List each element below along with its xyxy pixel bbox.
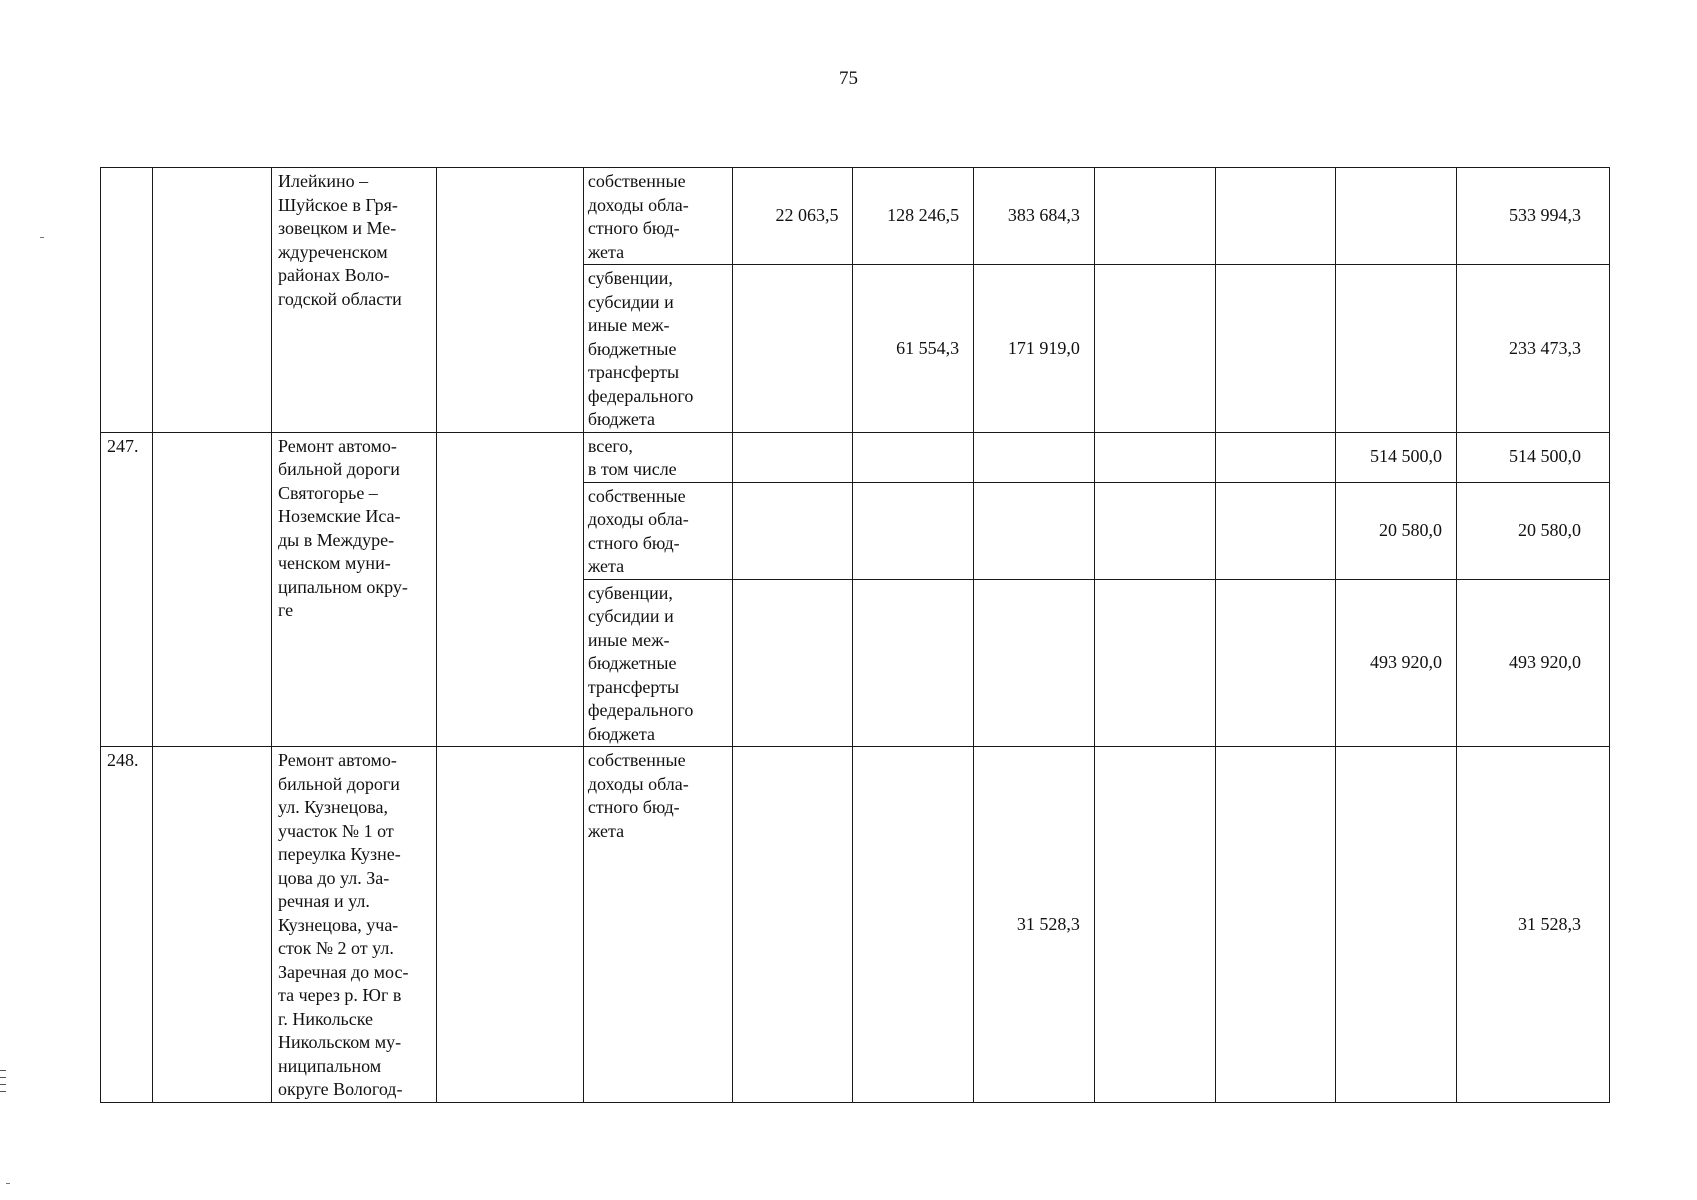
year-value-cell <box>1215 579 1336 747</box>
total-value-cell <box>1457 482 1610 579</box>
total-value: 20 580,0 <box>1518 519 1581 540</box>
funding-source: собственные доходы обла- стного бюд- жета <box>587 485 689 576</box>
year-value-cell <box>1215 747 1336 1103</box>
total-value-cell <box>1457 168 1610 265</box>
total-value: 514 500,0 <box>1509 446 1581 467</box>
table-row <box>101 432 1610 482</box>
year-value-cell <box>974 265 1095 433</box>
year-value: 128 246,5 <box>887 205 960 226</box>
year-value: 514 500,0 <box>1370 446 1443 467</box>
year-value-cell <box>732 482 853 579</box>
row-number-cell <box>101 168 153 433</box>
year-value-cell <box>853 168 974 265</box>
year-value-cell <box>1094 579 1215 747</box>
year-value: 20 580,0 <box>1379 519 1443 540</box>
year-value-cell <box>1215 265 1336 433</box>
year-value-cell <box>1336 747 1457 1103</box>
row-number-cell <box>101 432 153 747</box>
object-name: Илейкино – Шуйское в Гря- зовецком и Ме- ждуреченском районах Воло- годской области <box>278 171 402 309</box>
funding-source: субвенции, субсидии и иные меж- бюджетные трансферты федерального бюджета <box>587 268 694 429</box>
scan-speck <box>6 1183 10 1184</box>
year-value-cell <box>1215 482 1336 579</box>
year-value-cell <box>974 579 1095 747</box>
year-value-cell <box>1215 168 1336 265</box>
year-value-cell <box>853 747 974 1103</box>
year-value: 22 063,5 <box>775 205 839 226</box>
funding-source: собственные доходы обла- стного бюд- жета <box>587 171 689 262</box>
year-value-cell <box>732 168 853 265</box>
row-number: 247. <box>107 435 139 456</box>
year-value-cell <box>974 747 1095 1103</box>
year-value-cell <box>1094 432 1215 482</box>
year-value-cell <box>1094 265 1215 433</box>
funding-source-cell <box>583 747 732 1103</box>
empty-cell <box>153 432 272 747</box>
year-value-cell <box>1215 432 1336 482</box>
funding-source: собственные доходы обла- стного бюд- жета <box>587 750 689 841</box>
funding-source: всего, в том числе <box>587 435 677 479</box>
object-name-cell <box>272 432 437 747</box>
year-value-cell <box>974 432 1095 482</box>
year-value-cell <box>1094 168 1215 265</box>
year-value-cell <box>1094 747 1215 1103</box>
object-name: Ремонт автомо- бильной дороги Святогорье – Ноземские Иса- ды в Междуре- ченском муни- ципальном окру- ге <box>278 435 408 620</box>
empty-cell <box>153 168 272 433</box>
total-value-cell <box>1457 432 1610 482</box>
year-value: 383 684,3 <box>1007 205 1080 226</box>
year-value-cell <box>1336 482 1457 579</box>
empty-cell <box>436 432 583 747</box>
total-value-cell <box>1457 747 1610 1103</box>
object-name: Ремонт автомо- бильной дороги ул. Кузнецова, участок № 1 от переулка Кузне- цова до ул. За- речная и ул. Кузнецова, уча- сток № 2 от ул. Заречная до мос- та через р. Юг в г. Никольске Никольском му- ниципальном округе Вологод- <box>278 750 409 1099</box>
total-value-cell <box>1457 579 1610 747</box>
year-value-cell <box>1336 579 1457 747</box>
funding-source-cell <box>583 168 732 265</box>
total-value-cell <box>1457 265 1610 433</box>
object-name-cell <box>272 747 437 1103</box>
empty-cell <box>436 168 583 433</box>
scan-speck <box>40 237 44 238</box>
empty-cell <box>153 747 272 1103</box>
total-value: 533 994,3 <box>1509 205 1581 226</box>
year-value-cell <box>853 432 974 482</box>
budget-table <box>100 167 1610 1103</box>
year-value-cell <box>732 747 853 1103</box>
funding-source-cell <box>583 579 732 747</box>
year-value: 31 528,3 <box>1016 913 1080 934</box>
year-value-cell <box>732 579 853 747</box>
object-name-cell <box>272 168 437 433</box>
page-number: 75 <box>839 68 858 89</box>
year-value-cell <box>1336 432 1457 482</box>
year-value-cell <box>853 265 974 433</box>
year-value-cell <box>1336 265 1457 433</box>
year-value: 61 554,3 <box>896 337 960 358</box>
year-value-cell <box>1336 168 1457 265</box>
row-number-cell <box>101 747 153 1103</box>
total-value: 233 473,3 <box>1509 337 1581 358</box>
year-value-cell <box>732 265 853 433</box>
table-row <box>101 747 1610 1103</box>
funding-source: субвенции, субсидии и иные меж- бюджетные трансферты федерального бюджета <box>587 582 694 744</box>
year-value: 171 919,0 <box>1007 337 1080 358</box>
year-value-cell <box>974 168 1095 265</box>
table-row <box>101 168 1610 265</box>
year-value-cell <box>853 482 974 579</box>
year-value: 493 920,0 <box>1370 652 1443 672</box>
year-value-cell <box>853 579 974 747</box>
year-value-cell <box>1094 482 1215 579</box>
empty-cell <box>436 747 583 1103</box>
row-number: 248. <box>107 750 139 770</box>
funding-source-cell <box>583 432 732 482</box>
total-value: 31 528,3 <box>1518 913 1581 934</box>
year-value-cell <box>974 482 1095 579</box>
scan-edge-marks <box>0 1070 6 1110</box>
funding-source-cell <box>583 482 732 579</box>
total-value: 493 920,0 <box>1509 652 1581 672</box>
funding-source-cell <box>583 265 732 433</box>
year-value-cell <box>732 432 853 482</box>
